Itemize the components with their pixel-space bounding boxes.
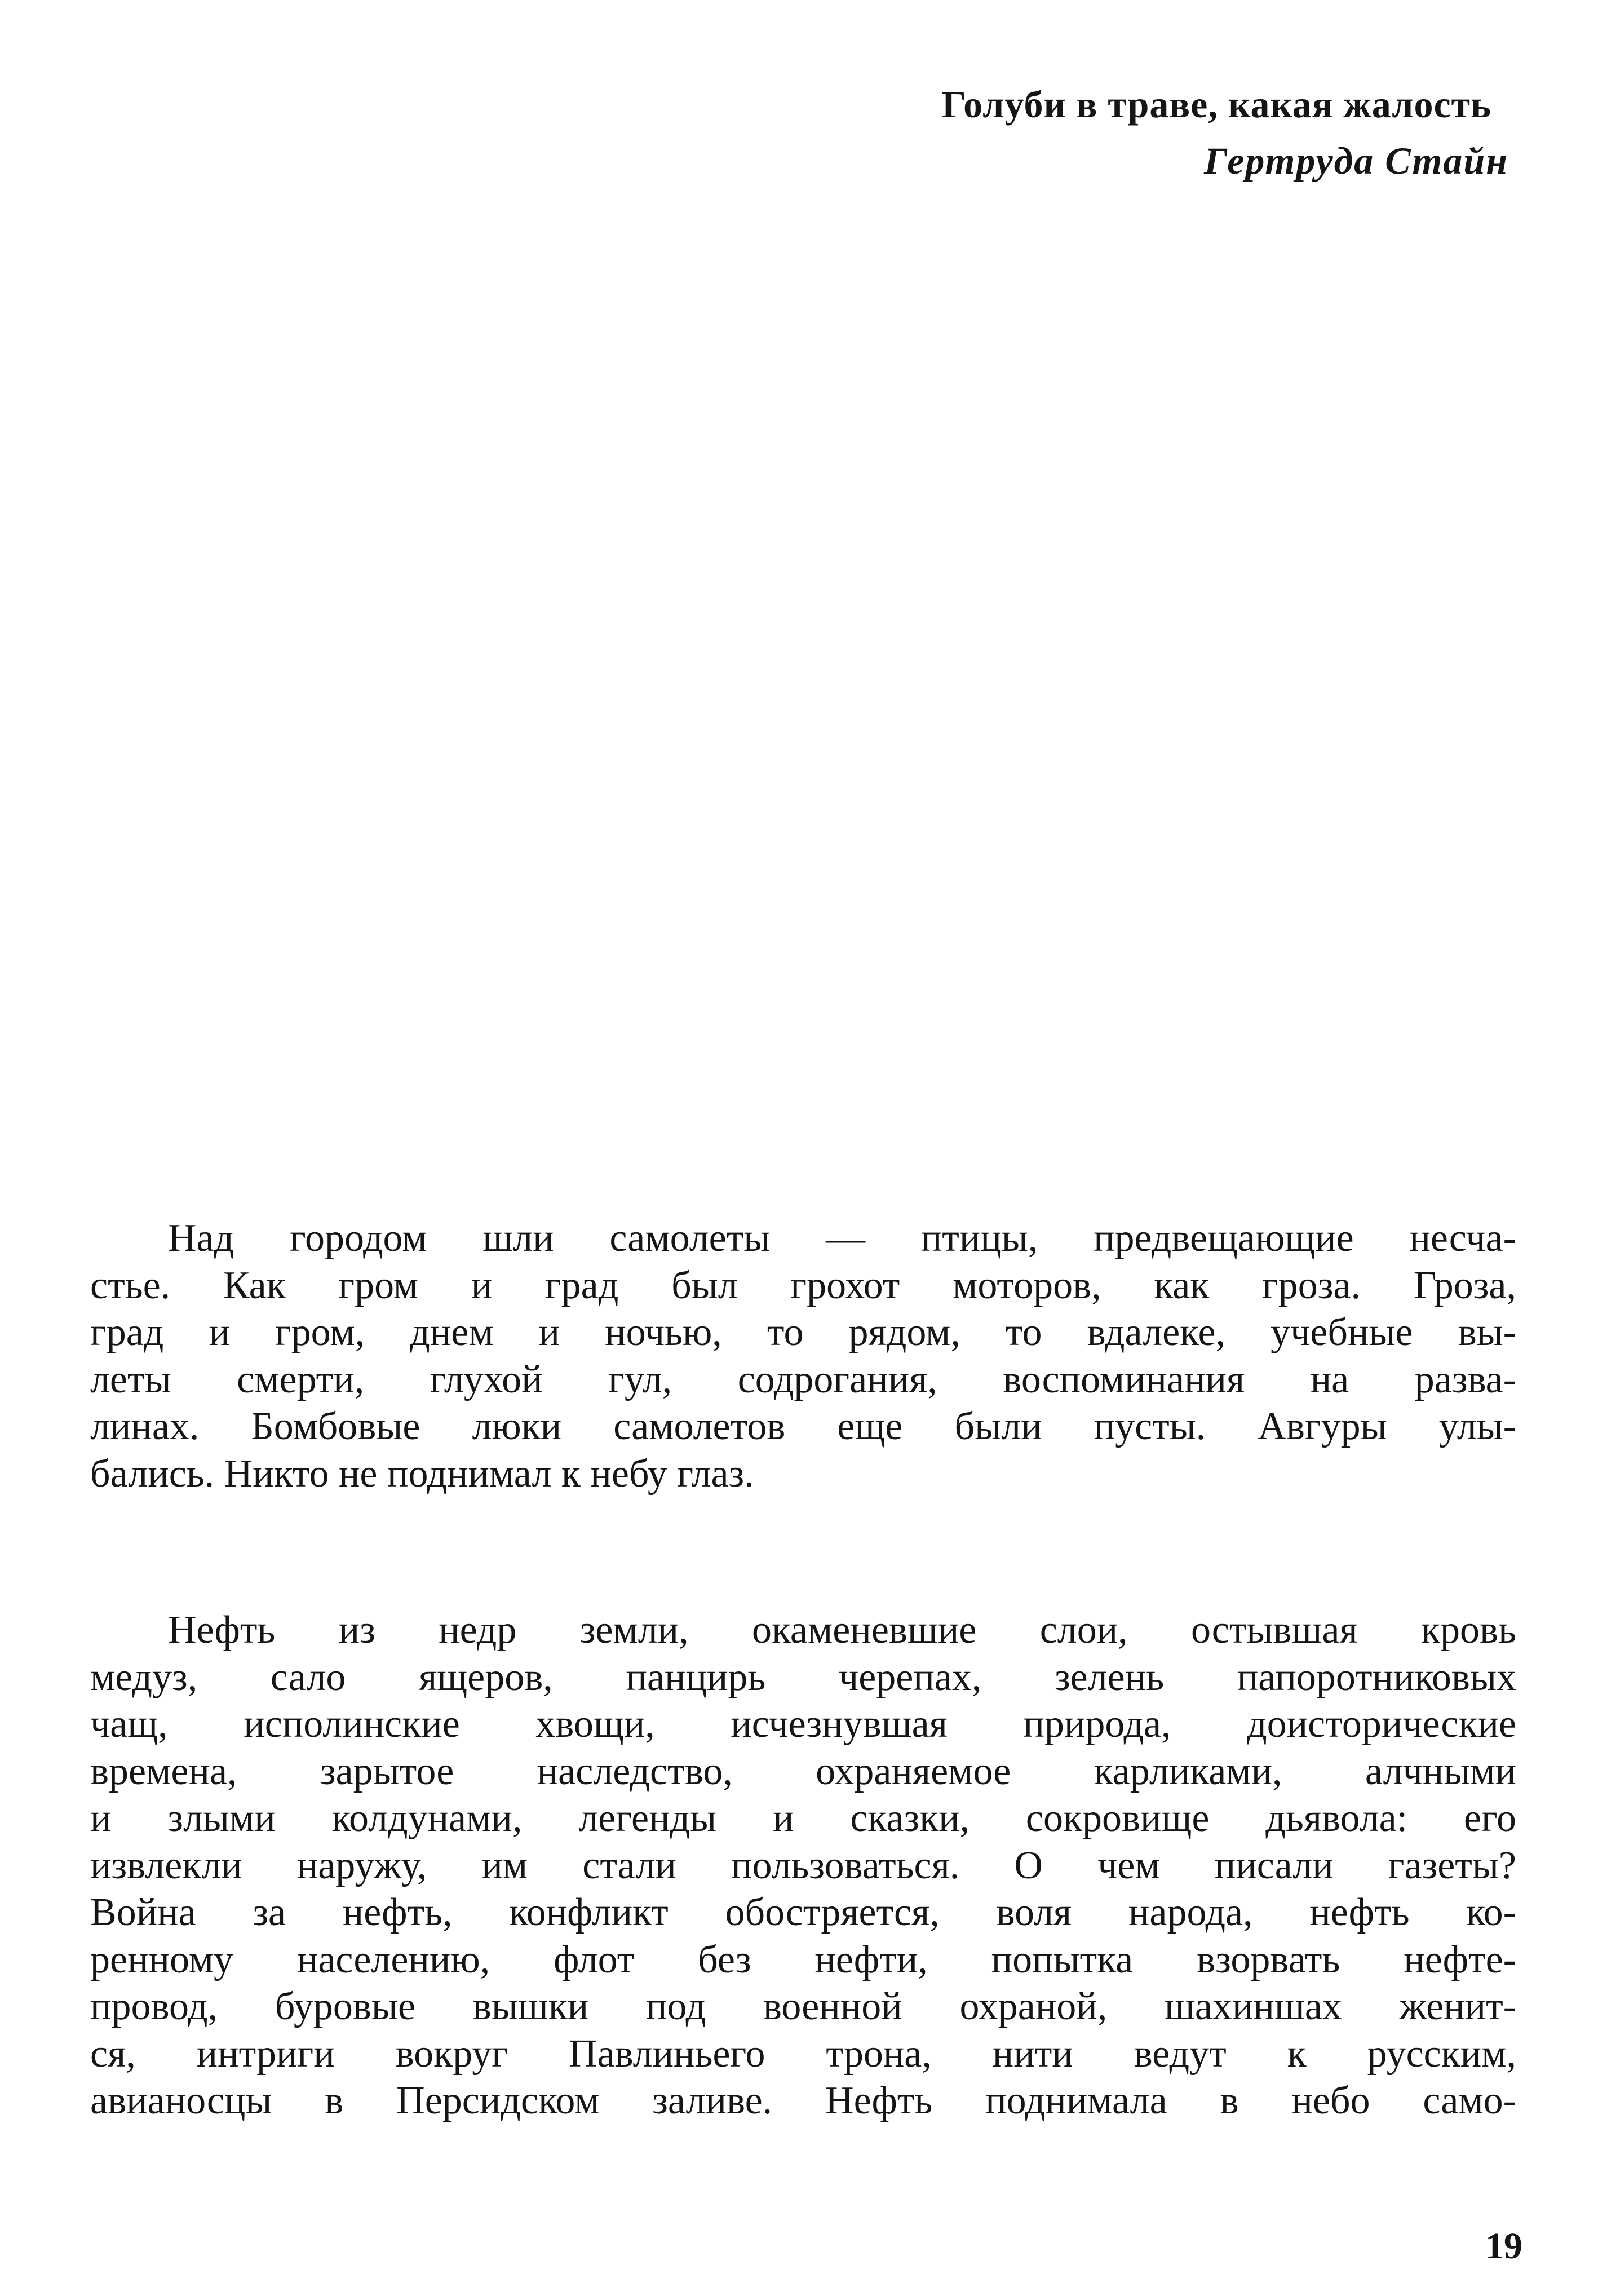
text-line: чащ, исполинские хвощи, исчезнувшая природа, доисторические [90,1702,1516,1746]
text-line: леты смерти, глухой гул, содрогания, воспоминания на разва- [90,1357,1516,1401]
text-line: провод, буровые вышки под военной охраной, шахиншах женит- [90,1985,1516,2028]
epigraph [607,76,1508,189]
text-line: стье. Как гром и град был грохот моторов, как гроза. Гроза, [90,1263,1516,1307]
epigraph-author: Гертруда Стайн [1204,139,1508,182]
text-line: ся, интриги вокруг Павлиньего трона, нити ведут к русским, [90,2032,1516,2076]
text-line: Война за нефть, конфликт обостряется, воля народа, нефть ко- [90,1891,1516,1934]
text-line: медуз, сало ящеров, панцирь черепах, зелень папоротниковых [90,1655,1516,1699]
text-line: ренному населению, флот без нефти, попытка взорвать нефте- [90,1937,1516,1981]
text-line: бались. Никто не поднимал к небу глаз. [90,1452,754,1496]
text-line: линах. Бомбовые люки самолетов еще были пусты. Авгуры улы- [90,1405,1516,1448]
text-line: извлекли наружу, им стали пользоваться. О чем писали газеты? [90,1843,1516,1887]
text-line: авианосцы в Персидском заливе. Нефть поднимала в небо само- [90,2079,1516,2122]
text-line: Нефть из недр земли, окаменевшие слои, остывшая кровь [168,1608,1516,1652]
text-line: и злыми колдунами, легенды и сказки, сокровище дьявола: его [90,1797,1516,1840]
text-line: времена, зарытое наследство, охраняемое карликами, алчными [90,1749,1516,1793]
text-line: Над городом шли самолеты — птицы, предвещающие несча- [168,1216,1516,1260]
paragraph-1 [90,1215,1516,1497]
text-line: град и гром, днем и ночью, то рядом, то вдалеке, учебные вы- [90,1311,1516,1354]
paragraph-2 [90,1607,1516,2125]
epigraph-quote: Голуби в траве, какая жалость [941,83,1491,126]
page-number: 19 [1485,2226,1522,2267]
